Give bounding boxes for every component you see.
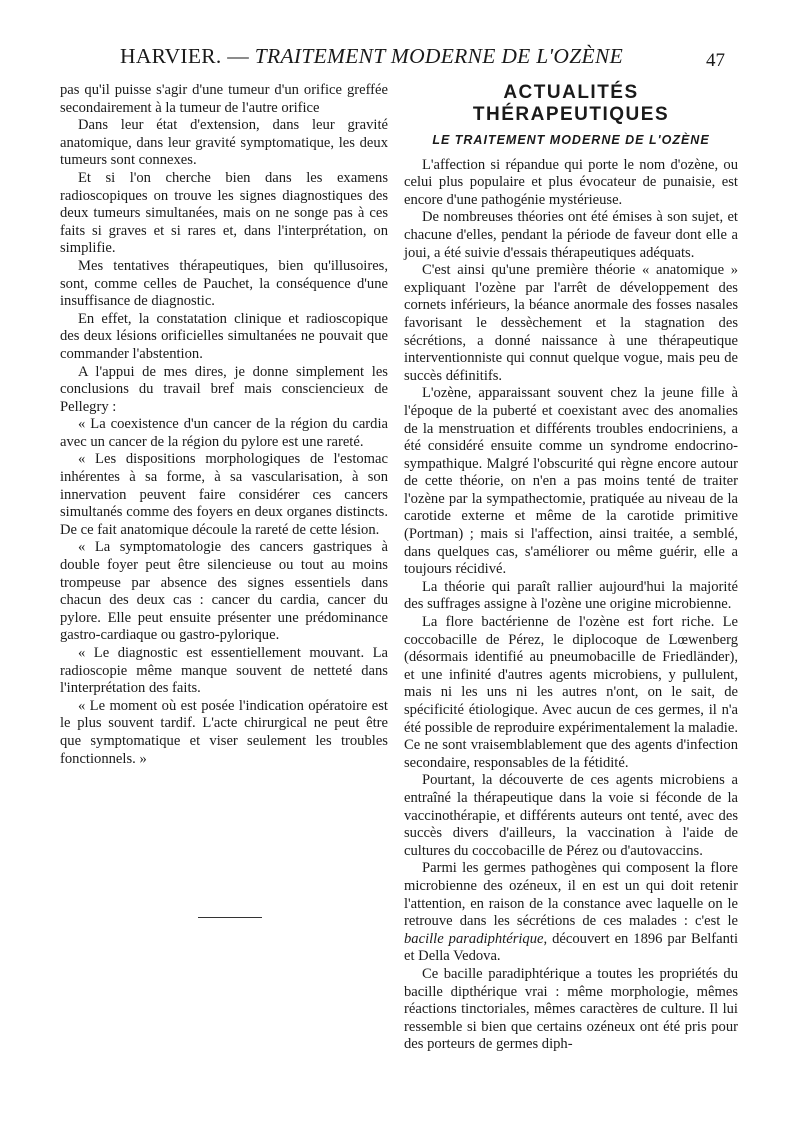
- paragraph: Ce bacille paradiphtérique a toutes les propriétés du bacille dipthérique vrai : même morphologie, mêmes réactions tinctoriales, mêmes caractères de culture. Il lui ressemble si bien que certains ozéneux ont été pris pour des porteurs de germes diph-: [404, 965, 738, 1053]
- paragraph: L'ozène, apparaissant souvent chez la jeune fille à l'époque de la puberté et coexistant avec des anomalies de la menstruation et différents troubles endocriniens, a été considéré ensuite comme un syndrome endocrino-sympathique. Malgré l'obscurité qui règne encore autour de cette théorie, on n'en a pas moins tenté de traiter l'ozène par la sympathectomie, pratiquée au niveau de la carotide externe et même de la carotide primitive (Portman) ; mais si l'affection, ainsi traitée, a semblé, dans quelques cas, s'améliorer ou même guérir, elle a toujours récidivé.: [404, 385, 738, 578]
- italic-term: bacille paradiphtérique: [404, 930, 544, 947]
- paragraph: La flore bactérienne de l'ozène est fort riche. Le coccobacille de Pérez, le diplocoque de Lœwenberg (désormais identifié au pneumobacille de Friedländer), et une infinité d'autres agents microbiens, y pullulent, mais ni les uns ni les autres n'ont, on le sait, de spécificité étiologique. Avec aucun de ces germes, il n'a été possible de reproduire expérimentalement la maladie. Ce ne sont vraisemblablement que des agents d'infection secondaire, responsables de la fétidité.: [404, 614, 738, 771]
- section-subtitle: LE TRAITEMENT MODERNE DE L'OZÈNE: [432, 133, 710, 147]
- paragraph: A l'appui de mes dires, je donne simplement les conclusions du travail bref mais consciencieux de Pellegry :: [60, 363, 388, 415]
- left-column: [60, 82, 388, 768]
- running-header: [120, 44, 720, 69]
- paragraph: Et si l'on cherche bien dans les examens radioscopiques on trouve les signes diagnostiques des deux tumeurs simultanées, mais on ne songe pas à ces faits si graves et si rares et, dans l'interprétation, on simplifie.: [60, 169, 388, 257]
- page-number: 47: [706, 50, 725, 71]
- paragraph: De nombreuses théories ont été émises à son sujet, et chacune d'elles, pendant la période de faveur dont elle a joui, a été suivie d'essais thérapeutiques adéquats.: [404, 209, 738, 261]
- text-run: , découvert en 1896 par Belfanti et Della Vedova.: [404, 930, 739, 965]
- section-divider: [198, 917, 262, 918]
- paragraph: L'affection si répandue qui porte le nom d'ozène, ou celui plus populaire et plus évocateur de punaisie, est encore d'une pathogénie mystérieuse.: [404, 156, 738, 208]
- quote-paragraph: « La coexistence d'un cancer de la région du cardia avec un cancer de la région du pylore est une rareté.: [60, 416, 388, 450]
- paragraph: [404, 860, 738, 966]
- paragraph: pas qu'il puisse s'agir d'une tumeur d'un orifice greffée secondairement à la tumeur de l'autre orifice: [60, 82, 388, 116]
- quote-paragraph: « Le diagnostic est essentiellement mouvant. La radioscopie même manque souvent de netteté dans l'interprétation des faits.: [60, 645, 388, 697]
- quote-paragraph: « Le moment où est posée l'indication opératoire est le plus souvent tardif. L'acte chirurgical ne peut être que symptomatique et viser seulement les troubles fonctionnels. »: [60, 697, 388, 767]
- quote-paragraph: « La symptomatologie des cancers gastriques à double foyer peut être silencieuse ou tout au moins trompeuse par absence des signes essentiels dans chacun des deux cas : cancer du cardia, cancer du pylore. Elle peut ensuite présenter une prédominance gastro-cardiaque ou gastro-pylorique.: [60, 539, 388, 644]
- right-column: [404, 82, 738, 1054]
- quote-paragraph: « Les dispositions morphologiques de l'estomac inhérentes à sa forme, à sa vascularisation, à son innervation peuvent faire considérer ces cancers simultanés comme des foyers en deux organes distincts. De ce fait anatomique découle la rareté de cette lésion.: [60, 451, 388, 538]
- paragraph: Dans leur état d'extension, dans leur gravité anatomique, dans leur gravité symptomatique, les deux tumeurs sont connexes.: [60, 117, 388, 169]
- header-article-title: TRAITEMENT MODERNE DE L'OZÈNE: [254, 44, 624, 68]
- text-run: Parmi les germes pathogènes qui composent la flore microbienne des ozéneux, il en est un qui doit retenir l'attention, en raison de la constance avec laquelle on le retrouve dans les sécrétions de ces malades : c'est le: [404, 860, 738, 930]
- header-author: HARVIER. —: [120, 44, 255, 68]
- section-title-line: THÉRAPEUTIQUES: [472, 104, 670, 125]
- section-title-line: ACTUALITÉS: [503, 82, 639, 103]
- section-title: [404, 82, 738, 126]
- paragraph: En effet, la constatation clinique et radioscopique des deux lésions orificielles simultanées ne pouvait que commander l'abstention.: [60, 310, 388, 362]
- paragraph: La théorie qui paraît rallier aujourd'hui la majorité des suffrages assigne à l'ozène une origine microbienne.: [404, 578, 738, 613]
- paragraph: C'est ainsi qu'une première théorie « anatomique » expliquant l'ozène par l'arrêt de développement des cornets inférieurs, la béance anormale des fosses nasales favorisant le dessèchement et la stagnation des sécrétions, a donné naissance à une thérapeutique interventionniste qui connut quelque vogue, mais peu de succès définitifs.: [404, 262, 738, 384]
- paragraph: Mes tentatives thérapeutiques, bien qu'illusoires, sont, comme celles de Pauchet, la conséquence d'une insuffisance de diagnostic.: [60, 257, 388, 310]
- paragraph: Pourtant, la découverte de ces agents microbiens a entraîné la thérapeutique dans la voie si féconde de la vaccinothérapie, et différents auteurs ont tenté, avec des succès divers d'ailleurs, la vaccination à l'aide de cultures du coccobacille de Pérez ou d'autovaccins.: [404, 772, 738, 859]
